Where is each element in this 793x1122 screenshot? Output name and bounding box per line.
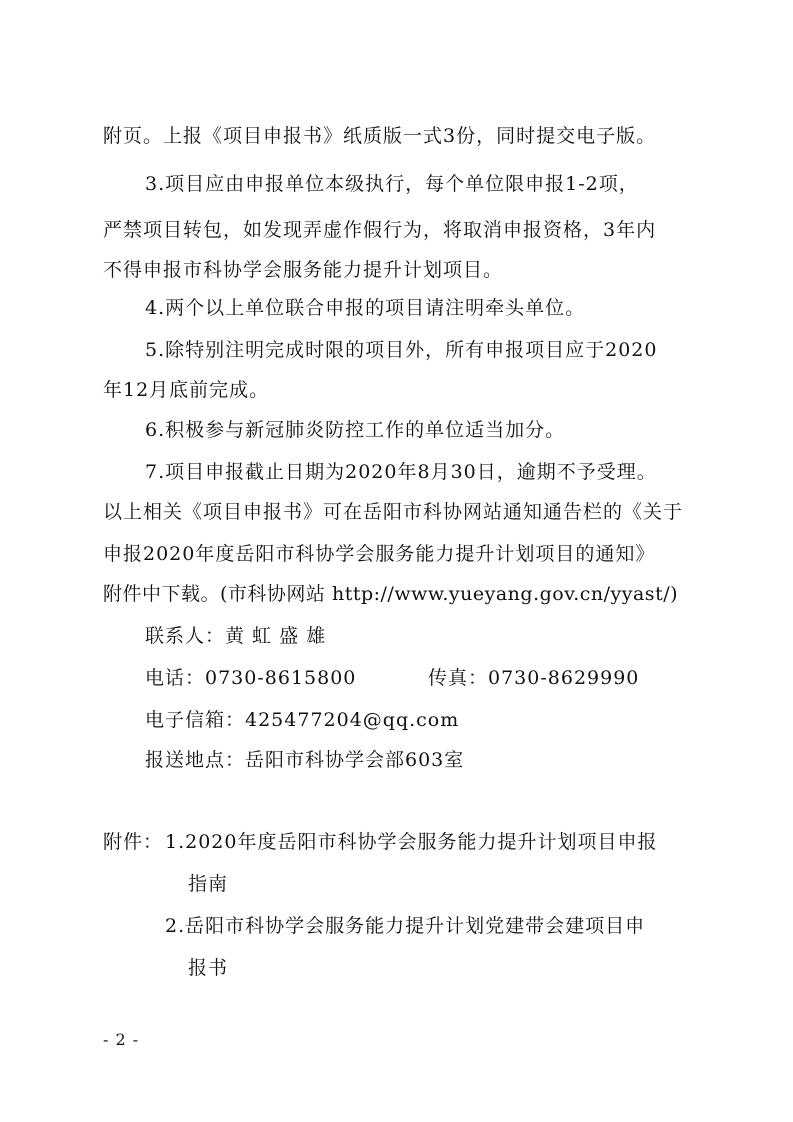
attachment-1-line-2: 指南 (188, 873, 229, 895)
page-number: - 2 - (103, 1030, 140, 1049)
item-7-line-1: 7.项目申报截止日期为2020年8月30日，逾期不予受理。 (145, 461, 657, 483)
item-5-line-1: 5.除特别注明完成时限的项目外，所有申报项目应于2020 (145, 339, 658, 361)
attachments-label: 附件： (103, 831, 164, 853)
attachment-2-line-2: 报书 (188, 957, 229, 979)
contact-fax: 传真：0730-8629990 (428, 667, 640, 689)
item-6: 6.积极参与新冠肺炎防控工作的单位适当加分。 (145, 419, 566, 441)
item-7-line-3: 申报2020年度岳阳市科协学会服务能力提升计划项目的通知》 (103, 543, 656, 565)
contact-email: 电子信箱：425477204@qq.com (145, 709, 460, 731)
contact-people: 联系人：黄 虹 盛 雄 (145, 625, 327, 647)
attachment-2-line-1: 2.岳阳市科协学会服务能力提升计划党建带会建项目申 (165, 915, 646, 937)
attachment-1-line-1: 1.2020年度岳阳市科协学会服务能力提升计划项目申报 (165, 831, 658, 853)
item-3-line-3: 不得申报市科协学会服务能力提升计划项目。 (103, 259, 504, 281)
contact-address: 报送地点：岳阳市科协学会部603室 (145, 749, 465, 771)
item-4: 4.两个以上单位联合申报的项目请注明牵头单位。 (145, 297, 586, 319)
item-3-line-2: 严禁项目转包，如发现弄虚作假行为，将取消申报资格，3年内 (103, 219, 657, 241)
paragraph-line: 附页。上报《项目申报书》纸质版一式3份，同时提交电子版。 (103, 125, 657, 147)
item-5-line-2: 年12月底前完成。 (103, 379, 270, 401)
item-7-line-2: 以上相关《项目申报书》可在岳阳市科协网站通知通告栏的《关于 (103, 501, 684, 523)
item-3-line-1: 3.项目应由申报单位本级执行，每个单位限申报1-2项， (145, 173, 639, 195)
contact-phone: 电话：0730-8615800 (145, 667, 357, 689)
item-7-line-4: 附件中下载。(市科协网站 http://www.yueyang.gov.cn/yyast/) (103, 583, 679, 605)
